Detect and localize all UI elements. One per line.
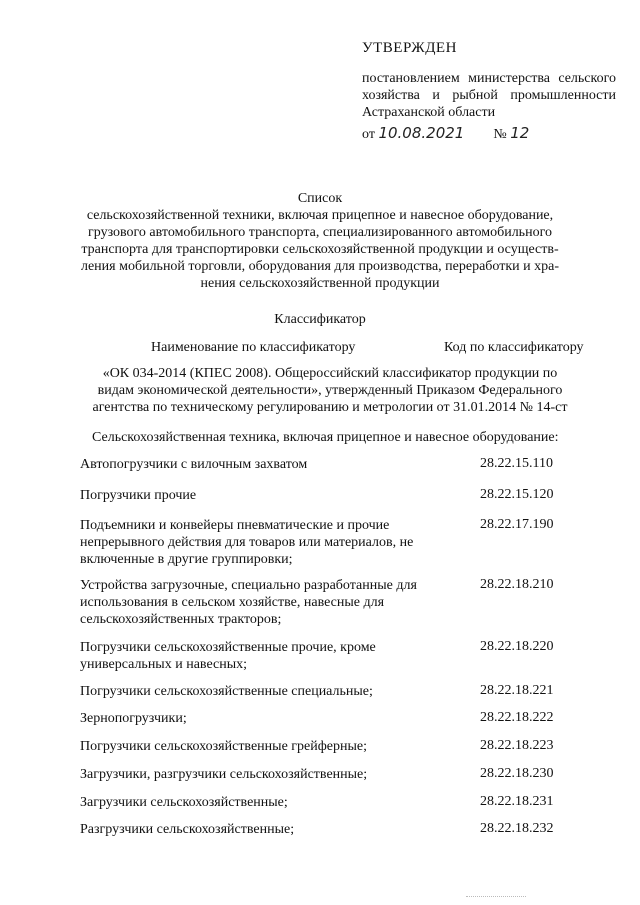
- table-row-code: 28.22.18.231: [480, 794, 554, 809]
- section-heading: Сельскохозяйственная техника, включая прицепное и навесное оборудование:: [92, 430, 559, 445]
- approval-date-line: [362, 124, 529, 143]
- column-header-name: Наименование по классификатору: [151, 340, 356, 355]
- table-row-code: 28.22.15.110: [480, 456, 553, 471]
- table-row-code: 28.22.18.222: [480, 710, 554, 725]
- classifier-source-line: «ОК 034-2014 (КПЕС 2008). Общероссийский классификатор продукции по: [102, 366, 558, 381]
- table-row-code: 28.22.18.223: [480, 738, 554, 753]
- classifier-heading: Классификатор: [274, 312, 366, 327]
- table-row-name: Автопогрузчики с вилочным захватом: [80, 457, 308, 472]
- table-row-name: Погрузчики сельскохозяйственные специальные;: [80, 684, 373, 699]
- column-header-code: Код по классификатору: [444, 340, 584, 355]
- document-title: Список: [297, 191, 343, 206]
- table-row-name: Загрузчики, разгрузчики сельскохозяйственные;: [80, 767, 368, 782]
- table-row-code: 28.22.18.220: [480, 639, 554, 654]
- subtitle-line: грузового автомобильного транспорта, специализированного автомобильного: [88, 225, 552, 240]
- table-row-code: 28.22.18.230: [480, 766, 554, 781]
- subtitle-line: ления мобильной торговли, оборудования для производства, переработки и хра-: [80, 259, 560, 274]
- subtitle-line: нения сельскохозяйственной продукции: [200, 276, 440, 291]
- table-row-code: 28.22.17.190: [480, 517, 554, 532]
- table-row-name: Устройства загрузочные, специально разработанные для использования в сельском хозяйстве, навесные для сельскохозяйственных тракторов;: [80, 578, 417, 627]
- subtitle-line: транспорта для транспортировки сельскохозяйственной продукции и осуществ-: [81, 242, 559, 257]
- table-row-name: Погрузчики сельскохозяйственные прочие, кроме универсальных и навесных;: [80, 640, 376, 672]
- approval-decree-text: постановлением министерства сельского хозяйства и рыбной промышленности Астраханской области: [362, 71, 616, 120]
- number-prefix: №: [493, 127, 507, 142]
- classifier-source-line: агентства по техническому регулированию и метрологии от 31.01.2014 № 14-ст: [92, 400, 568, 415]
- handwritten-date: 10.08.2021: [378, 124, 465, 142]
- table-row-code: 28.22.18.221: [480, 683, 554, 698]
- scan-artifact-divider: [466, 896, 526, 897]
- table-row-name: Подъемники и конвейеры пневматические и прочие непрерывного действия для товаров или материалов, не включенные в другие группировки;: [80, 518, 414, 567]
- subtitle-line: сельскохозяйственной техники, включая прицепное и навесное оборудование,: [86, 208, 554, 223]
- table-row-name: Зернопогрузчики;: [80, 711, 187, 726]
- handwritten-number: 12: [510, 124, 530, 142]
- table-row-code: 28.22.15.120: [480, 487, 554, 502]
- classifier-source-line: видам экономической деятельности», утвержденный Приказом Федерального: [97, 383, 563, 398]
- table-row-name: Разгрузчики сельскохозяйственные;: [80, 822, 295, 837]
- table-row-code: 28.22.18.210: [480, 577, 554, 592]
- table-row-name: Загрузчики сельскохозяйственные;: [80, 795, 288, 810]
- table-row-name: Погрузчики сельскохозяйственные грейферные;: [80, 739, 368, 754]
- approval-title: УТВЕРЖДЕН: [362, 40, 457, 56]
- table-row-code: 28.22.18.232: [480, 821, 554, 836]
- date-prefix: от: [362, 127, 375, 142]
- table-row-name: Погрузчики прочие: [80, 488, 197, 503]
